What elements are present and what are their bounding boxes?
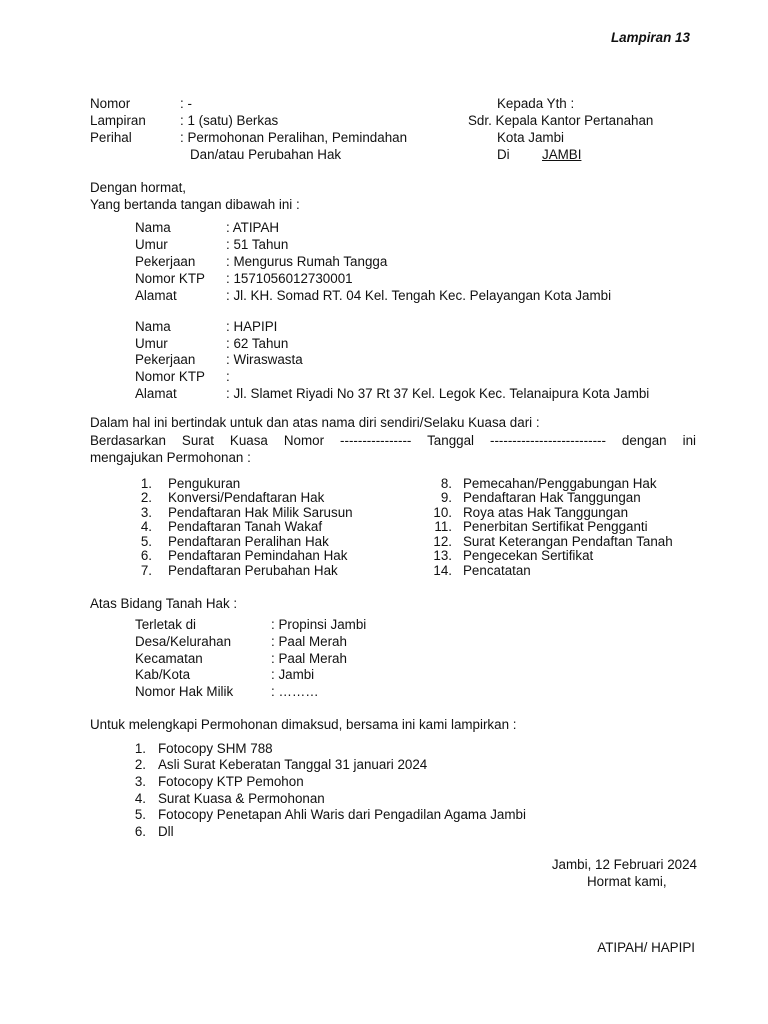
attachment-number: 2. bbox=[134, 757, 146, 772]
land-location-value: : Propinsi Jambi bbox=[271, 617, 367, 632]
perihal-label: Perihal bbox=[90, 130, 132, 145]
recipient-city: JAMBI bbox=[542, 147, 582, 162]
intro: Yang bertanda tangan dibawah ini : bbox=[90, 197, 300, 212]
attachment-text: Fotocopy Penetapan Ahli Waris dari Pengadilan Agama Jambi bbox=[158, 807, 526, 822]
service-number: 5. bbox=[140, 534, 152, 549]
attachment-text: Surat Kuasa & Permohonan bbox=[158, 791, 325, 806]
request-intro: mengajukan Permohonan : bbox=[90, 450, 251, 465]
greeting: Dengan hormat, bbox=[90, 180, 187, 195]
service-number: 8. bbox=[440, 476, 452, 491]
service-number: 11. bbox=[434, 519, 452, 534]
service-text: Pendaftaran Hak Tanggungan bbox=[463, 490, 641, 505]
service-text: Penerbitan Sertifikat Pengganti bbox=[463, 519, 648, 534]
service-number: 9. bbox=[440, 490, 452, 505]
person-2-ktp-label: Nomor KTP bbox=[135, 369, 205, 384]
land-location-label: Terletak di bbox=[135, 617, 197, 632]
service-text: Pengecekan Sertifikat bbox=[463, 548, 594, 563]
service-number: 1. bbox=[140, 476, 152, 491]
service-text: Pendaftaran Hak Milik Sarusun bbox=[168, 505, 353, 520]
service-text: Pendaftaran Pemindahan Hak bbox=[168, 548, 348, 563]
lampiran-label: Lampiran bbox=[90, 113, 146, 128]
lampiran-value: : 1 (satu) Berkas bbox=[180, 113, 279, 128]
nomor-label: Nomor bbox=[90, 96, 131, 111]
recipient-line3: Kota Jambi bbox=[497, 130, 564, 145]
attachment-label: Lampiran 13 bbox=[611, 30, 690, 45]
service-number: 13. bbox=[433, 548, 452, 563]
land-district-label: Kecamatan bbox=[135, 651, 203, 666]
land-city-value: : Jambi bbox=[271, 667, 315, 682]
service-number: 4. bbox=[140, 519, 152, 534]
person-1-umur-value: : 51 Tahun bbox=[226, 237, 289, 252]
service-text: Pendaftaran Perubahan Hak bbox=[168, 563, 338, 578]
service-text: Pendaftaran Tanah Wakaf bbox=[168, 519, 323, 534]
recipient-line2: Sdr. Kepala Kantor Pertanahan bbox=[468, 113, 654, 128]
authority-line: Berdasarkan Surat Kuasa Nomor ---------------- Tanggal -------------------------- dengan ini bbox=[90, 433, 696, 448]
service-number: 12. bbox=[433, 534, 452, 549]
attachment-number: 5. bbox=[134, 807, 146, 822]
service-number: 14. bbox=[433, 563, 452, 578]
service-number: 3. bbox=[140, 505, 152, 520]
service-number: 10. bbox=[433, 505, 452, 520]
person-2-nama-value: : HAPIPI bbox=[226, 319, 278, 334]
service-number: 2. bbox=[140, 490, 152, 505]
person-1-nama-value: : ATIPAH bbox=[226, 220, 280, 235]
service-text: Konversi/Pendaftaran Hak bbox=[168, 490, 325, 505]
land-title-number-label: Nomor Hak Milik bbox=[135, 684, 234, 699]
land-title-number-value: : ……… bbox=[271, 684, 319, 699]
land-village-value: : Paal Merah bbox=[271, 634, 347, 649]
service-number: 7. bbox=[140, 563, 152, 578]
person-2-umur-label: Umur bbox=[135, 336, 168, 351]
person-1-nama-label: Nama bbox=[135, 220, 171, 235]
attachment-text: Asli Surat Keberatan Tanggal 31 januari 2024 bbox=[158, 757, 428, 772]
recipient-di-label: Di bbox=[497, 147, 510, 162]
service-text: Pengukuran bbox=[168, 476, 241, 491]
land-village-label: Desa/Kelurahan bbox=[135, 634, 232, 649]
person-1-pekerjaan-label: Pekerjaan bbox=[135, 254, 196, 269]
person-1-ktp-value: : 1571056012730001 bbox=[226, 271, 353, 286]
person-2-ktp-value: : bbox=[226, 369, 230, 384]
person-1-umur-label: Umur bbox=[135, 237, 168, 252]
attachment-text: Dll bbox=[158, 824, 174, 839]
person-2-pekerjaan-label: Pekerjaan bbox=[135, 352, 196, 367]
service-text: Surat Keterangan Pendaftan Tanah bbox=[463, 534, 673, 549]
nomor-value: : - bbox=[180, 96, 192, 111]
person-2-alamat-label: Alamat bbox=[135, 386, 177, 401]
land-intro: Atas Bidang Tanah Hak : bbox=[90, 596, 238, 611]
attachment-text: Fotocopy SHM 788 bbox=[158, 741, 273, 756]
service-text: Pencatatan bbox=[463, 563, 531, 578]
person-1-ktp-label: Nomor KTP bbox=[135, 271, 205, 286]
service-number: 6. bbox=[140, 548, 152, 563]
person-1-alamat-label: Alamat bbox=[135, 288, 177, 303]
person-1-alamat-value: : Jl. KH. Somad RT. 04 Kel. Tengah Kec. Pelayangan Kota Jambi bbox=[226, 288, 612, 303]
perihal-value: : Permohonan Peralihan, Pemindahan bbox=[180, 130, 408, 145]
attachment-number: 1. bbox=[134, 741, 146, 756]
signatories: ATIPAH/ HAPIPI bbox=[597, 940, 695, 955]
attachment-number: 3. bbox=[134, 774, 146, 789]
person-2-nama-label: Nama bbox=[135, 319, 171, 334]
service-text: Roya atas Hak Tanggungan bbox=[463, 505, 629, 520]
attachment-number: 6. bbox=[134, 824, 146, 839]
perihal-value-line2: Dan/atau Perubahan Hak bbox=[190, 147, 342, 162]
person-2-pekerjaan-value: : Wiraswasta bbox=[226, 352, 303, 367]
recipient-line1: Kepada Yth : bbox=[497, 96, 575, 111]
attachments-intro: Untuk melengkapi Permohonan dimaksud, bersama ini kami lampirkan : bbox=[90, 717, 517, 732]
person-1-pekerjaan-value: : Mengurus Rumah Tangga bbox=[226, 254, 388, 269]
service-text: Pendaftaran Peralihan Hak bbox=[168, 534, 329, 549]
attachment-number: 4. bbox=[134, 791, 146, 806]
closing: Hormat kami, bbox=[587, 874, 667, 889]
land-city-label: Kab/Kota bbox=[135, 667, 191, 682]
attachment-text: Fotocopy KTP Pemohon bbox=[158, 774, 304, 789]
person-2-umur-value: : 62 Tahun bbox=[226, 336, 289, 351]
land-district-value: : Paal Merah bbox=[271, 651, 347, 666]
service-text: Pemecahan/Penggabungan Hak bbox=[463, 476, 657, 491]
person-2-alamat-value: : Jl. Slamet Riyadi No 37 Rt 37 Kel. Legok Kec. Telanaipura Kota Jambi bbox=[226, 386, 650, 401]
place-date: Jambi, 12 Februari 2024 bbox=[551, 857, 697, 872]
acting-line: Dalam hal ini bertindak untuk dan atas nama diri sendiri/Selaku Kuasa dari : bbox=[90, 415, 540, 430]
